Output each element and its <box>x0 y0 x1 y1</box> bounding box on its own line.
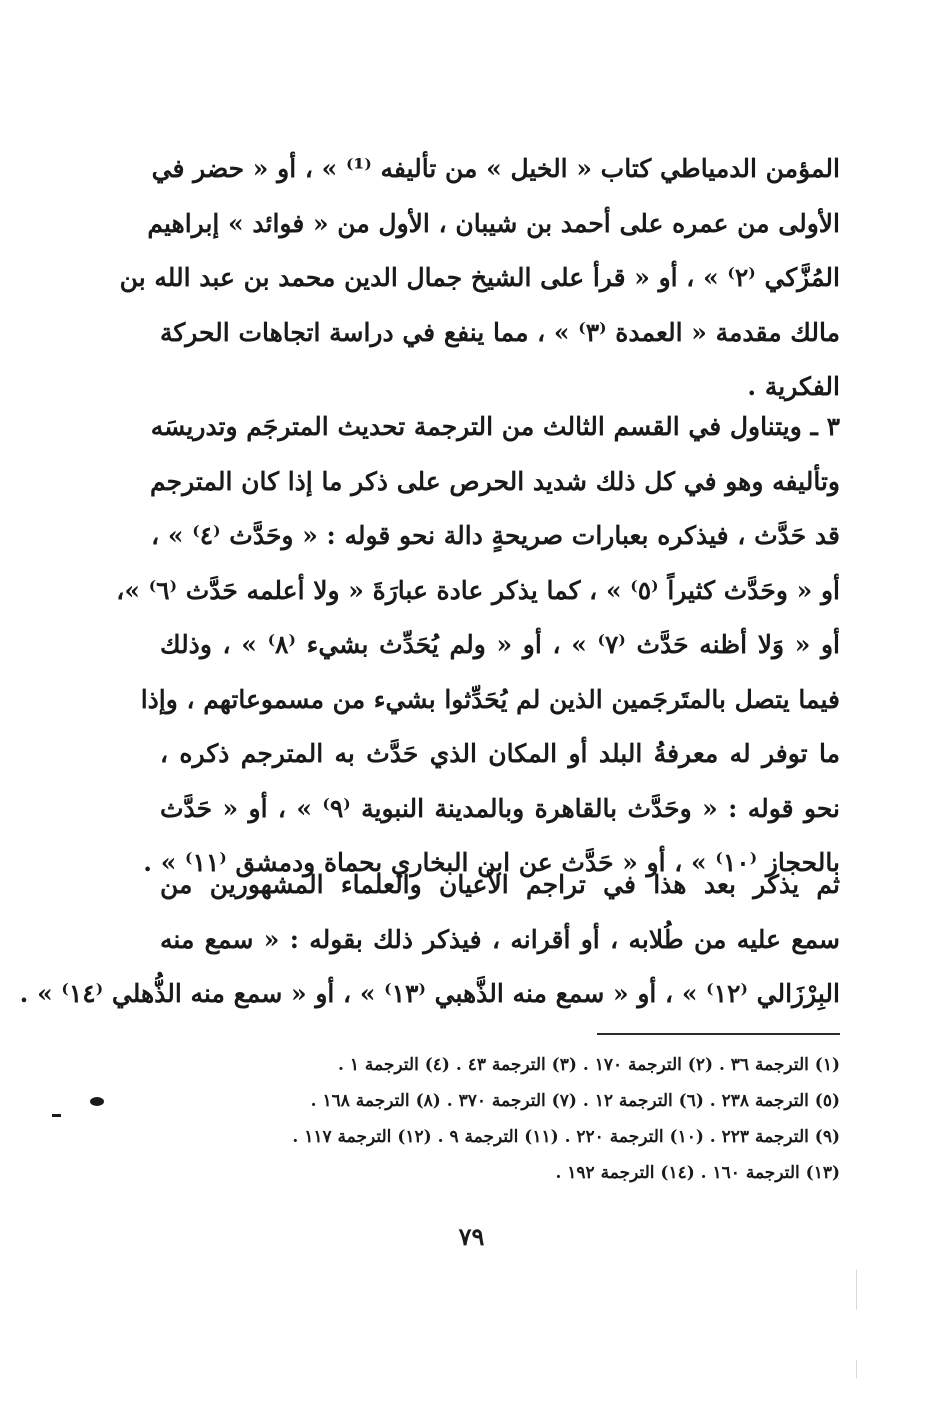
ink-speck <box>52 1114 61 1117</box>
text-line: ما توفر له معرفةُ البلد أو المكان الذي حَدَّث به المترجم ذكره ، <box>160 739 840 768</box>
text-line: مالك مقدمة « العمدة ⁽٣⁾ » ، مما ينفع في دراسة اتجاهات الحركة <box>159 317 840 347</box>
text-line: قد حَدَّث ، فيذكره بعبارات صريحةٍ دالة نحو قوله : « وحَدَّث ⁽٤⁾ » ، <box>151 521 840 550</box>
text-line: بالحجاز ⁽١٠⁾ » ، أو « حَدَّث عن ابن البخاري بحماة ودمشق ⁽١١⁾ » . <box>143 848 840 877</box>
scan-edge-mark <box>856 1360 857 1378</box>
text-line: سمع عليه من طُلابه ، أو أقرانه ، فيذكر ذلك بقوله : « سمع منه <box>160 924 840 954</box>
text-line: الأولى من عمره على أحمد بن شيبان ، الأول من « فوائد » إبراهيم <box>147 208 840 238</box>
footnote-separator <box>597 1033 840 1035</box>
text-line: ٣ ـ ويتناول في القسم الثالث من الترجمة تحديث المترجَم وتدريسَه <box>150 412 840 441</box>
text-line: البِرْزَالي ⁽١٢⁾ » ، أو « سمع منه الذَّهبي ⁽١٣⁾ » ، أو « سمع منه الذُّهلي ⁽١٤⁾ » . <box>19 979 840 1008</box>
footnote-line: (١٣) الترجمة ١٦٠ . (١٤) الترجمة ١٩٢ . <box>555 1163 840 1183</box>
text-line: وتأليفه وهو في كل ذلك شديد الحرص على ذكر ما إذا كان المترجم <box>149 466 840 496</box>
text-line: فيما يتصل بالمتَرجَمين الذين لم يُحَدِّثوا بشيء من مسموعاتهم ، وإذا <box>140 684 840 714</box>
scan-edge-mark <box>856 1270 857 1310</box>
text-line: نحو قوله : « وحَدَّث بالقاهرة وبالمدينة النبوية ⁽٩⁾ » ، أو « حَدَّث <box>160 793 841 823</box>
page-number: ٧٩ <box>458 1222 485 1251</box>
text-line: ثم يذكر بعد هذا في تراجم الأعيان والعلماء المشهورين من <box>160 870 840 899</box>
paragraph-1 <box>119 142 840 415</box>
paragraph-2 <box>116 400 841 891</box>
text-line: المُزَّكي ⁽٢⁾ » ، أو « قرأ على الشيخ جمال الدين محمد بن عبد الله بن <box>119 263 840 292</box>
footnote-line: (١) الترجمة ٣٦ . (٢) الترجمة ١٧٠ . (٣) الترجمة ٤٣ . (٤) الترجمة ١ . <box>338 1055 840 1075</box>
text-line: المؤمن الدمياطي كتاب « الخيل » من تأليفه ⁽¹⁾ » ، أو « حضر في <box>151 154 840 183</box>
footnotes <box>160 1047 840 1191</box>
ink-speck <box>90 1097 104 1106</box>
footnote-line: (٩) الترجمة ٢٢٣ . (١٠) الترجمة ٢٢٠ . (١١) الترجمة ٩ . (١٢) الترجمة ١١٧ . <box>292 1127 840 1147</box>
text-line: أو « وَلا أظنه حَدَّث ⁽٧⁾ » ، أو « ولم يُحَدِّث بشيء ⁽٨⁾ » ، وذلك <box>160 630 841 659</box>
paragraph-3 <box>19 858 840 1022</box>
text-line: الفكرية . <box>747 372 840 401</box>
footnote-line: (٥) الترجمة ٢٣٨ . (٦) الترجمة ١٢ . (٧) الترجمة ٣٧٠ . (٨) الترجمة ١٦٨ . <box>310 1091 840 1111</box>
text-line: أو « وحَدَّث كثيراً ⁽٥⁾ » ، كما يذكر عادة عبارَةَ « ولا أعلمه حَدَّث ⁽٦⁾ »، <box>116 575 840 605</box>
